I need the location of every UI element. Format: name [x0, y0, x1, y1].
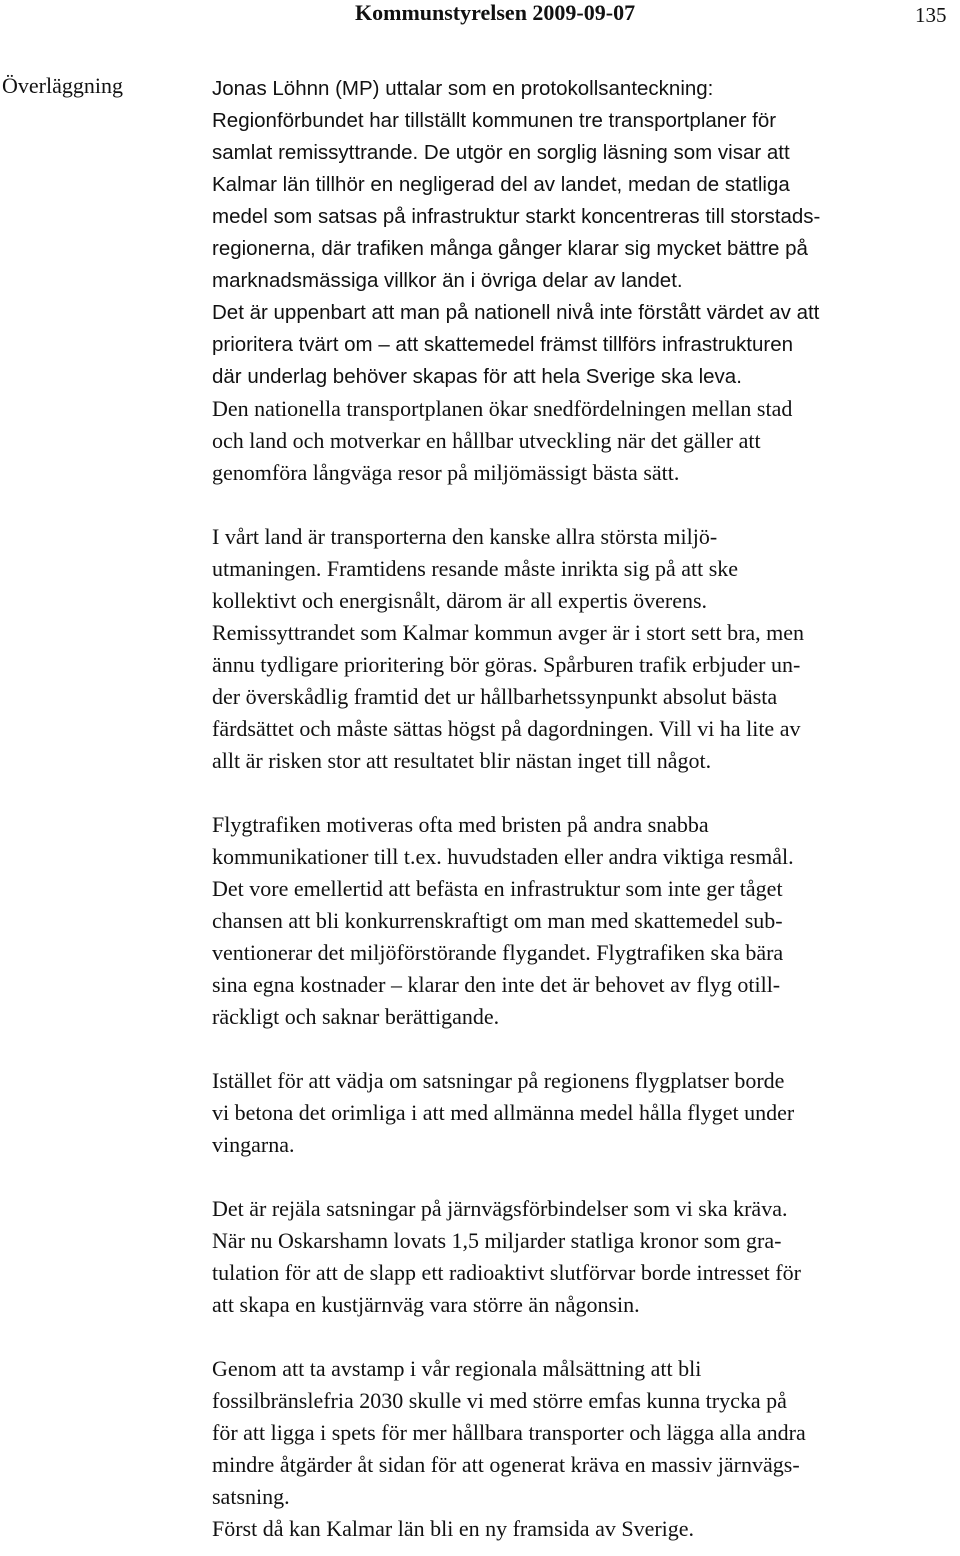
text-line: samlat remissyttrande. De utgör en sorglig läsning som visar att: [212, 141, 790, 164]
text-line: Det vore emellertid att befästa en infrastruktur som inte ger tåget: [212, 876, 783, 901]
section-label: Överläggning: [2, 73, 123, 98]
text-line: Det är rejäla satsningar på järnvägsförbindelser som vi ska kräva.: [212, 1196, 788, 1221]
paragraph: [212, 73, 957, 393]
text-line: Den nationella transportplanen ökar snedfördelningen mellan stad: [212, 396, 793, 421]
text-line: tulation för att de slapp ett radioaktivt slutförvar borde intresset för: [212, 1260, 801, 1285]
text-line: ännu tydligare prioritering bör göras. Spårburen trafik erbjuder un-: [212, 652, 801, 677]
text-line: satsning.: [212, 1484, 290, 1509]
paragraph-gap: [212, 1033, 957, 1065]
paragraph: [212, 521, 957, 777]
paragraph: [212, 393, 957, 489]
page-number: 135: [915, 3, 947, 27]
text-line: Det är uppenbart att man på nationell nivå inte förstått värdet av att: [212, 301, 820, 324]
text-line: Genom att ta avstamp i vår regionala målsättning att bli: [212, 1356, 702, 1381]
text-line: där underlag behöver skapas för att hela Sverige ska leva.: [212, 365, 742, 388]
text-line: I vårt land är transporterna den kanske allra största miljö-: [212, 524, 718, 549]
text-line: Istället för att vädja om satsningar på regionens flygplatser borde: [212, 1068, 785, 1093]
text-line: När nu Oskarshamn lovats 1,5 miljarder statliga kronor som gra-: [212, 1228, 782, 1253]
document-body: [212, 73, 957, 1545]
text-line: prioritera tvärt om – att skattemedel främst tillförs infrastrukturen: [212, 333, 794, 356]
text-line: Flygtrafiken motiveras ofta med bristen på andra snabba: [212, 812, 709, 837]
paragraph-gap: [212, 489, 957, 521]
page-header-title: Kommunstyrelsen 2009-09-07: [355, 0, 636, 25]
text-line: kollektivt och energisnålt, därom är all expertis överens.: [212, 588, 708, 613]
text-line: chansen att bli konkurrenskraftigt om man med skattemedel sub-: [212, 908, 783, 933]
text-line: fossilbränslefria 2030 skulle vi med större emfas kunna trycka på: [212, 1388, 787, 1413]
text-line: utmaningen. Framtidens resande måste inrikta sig på att ske: [212, 556, 739, 581]
text-line: ventionerar det miljöförstörande flygandet. Flygtrafiken ska bära: [212, 940, 784, 965]
text-line: allt är risken stor att resultatet blir nästan inget till något.: [212, 748, 712, 773]
text-line: sina egna kostnader – klarar den inte det är behovet av flyg otill-: [212, 972, 781, 997]
paragraph-gap: [212, 1321, 957, 1353]
text-line: regionerna, där trafiken många gånger klarar sig mycket bättre på: [212, 237, 808, 260]
text-line: mindre åtgärder åt sidan för att ogenerat kräva en massiv järnvägs-: [212, 1452, 800, 1477]
text-line: Jonas Löhnn (MP) uttalar som en protokollsanteckning:: [212, 77, 714, 100]
text-line: kommunikationer till t.ex. huvudstaden eller andra viktiga resmål.: [212, 844, 794, 869]
paragraph: [212, 1065, 957, 1161]
text-line: Regionförbundet har tillställt kommunen tre transportplaner för: [212, 109, 777, 132]
paragraph: [212, 809, 957, 1033]
text-line: der överskådlig framtid det ur hållbarhetssynpunkt absolut bästa: [212, 684, 778, 709]
text-line: för att ligga i spets för mer hållbara transporter och lägga alla andra: [212, 1420, 806, 1445]
paragraph-gap: [212, 1161, 957, 1193]
text-line: vi betona det orimliga i att med allmänna medel hålla flyget under: [212, 1100, 795, 1125]
text-line: vingarna.: [212, 1132, 295, 1157]
text-line: medel som satsas på infrastruktur starkt koncentreras till storstads-: [212, 205, 821, 228]
text-line: marknadsmässiga villkor än i övriga delar av landet.: [212, 269, 683, 292]
text-line: Remissyttrandet som Kalmar kommun avger är i stort sett bra, men: [212, 620, 805, 645]
text-line: färdsättet och måste sättas högst på dagordningen. Vill vi ha lite av: [212, 716, 801, 741]
paragraph-gap: [212, 777, 957, 809]
text-line: Kalmar län tillhör en negligerad del av landet, medan de statliga: [212, 173, 790, 196]
paragraph: [212, 1353, 957, 1545]
paragraph: [212, 1193, 957, 1321]
text-line: att skapa en kustjärnväg vara större än någonsin.: [212, 1292, 640, 1317]
text-line: räckligt och saknar berättigande.: [212, 1004, 500, 1029]
text-line: Först då kan Kalmar län bli en ny framsida av Sverige.: [212, 1516, 695, 1541]
text-line: genomföra långväga resor på miljömässigt bästa sätt.: [212, 460, 680, 485]
text-line: och land och motverkar en hållbar utveckling när det gäller att: [212, 428, 761, 453]
